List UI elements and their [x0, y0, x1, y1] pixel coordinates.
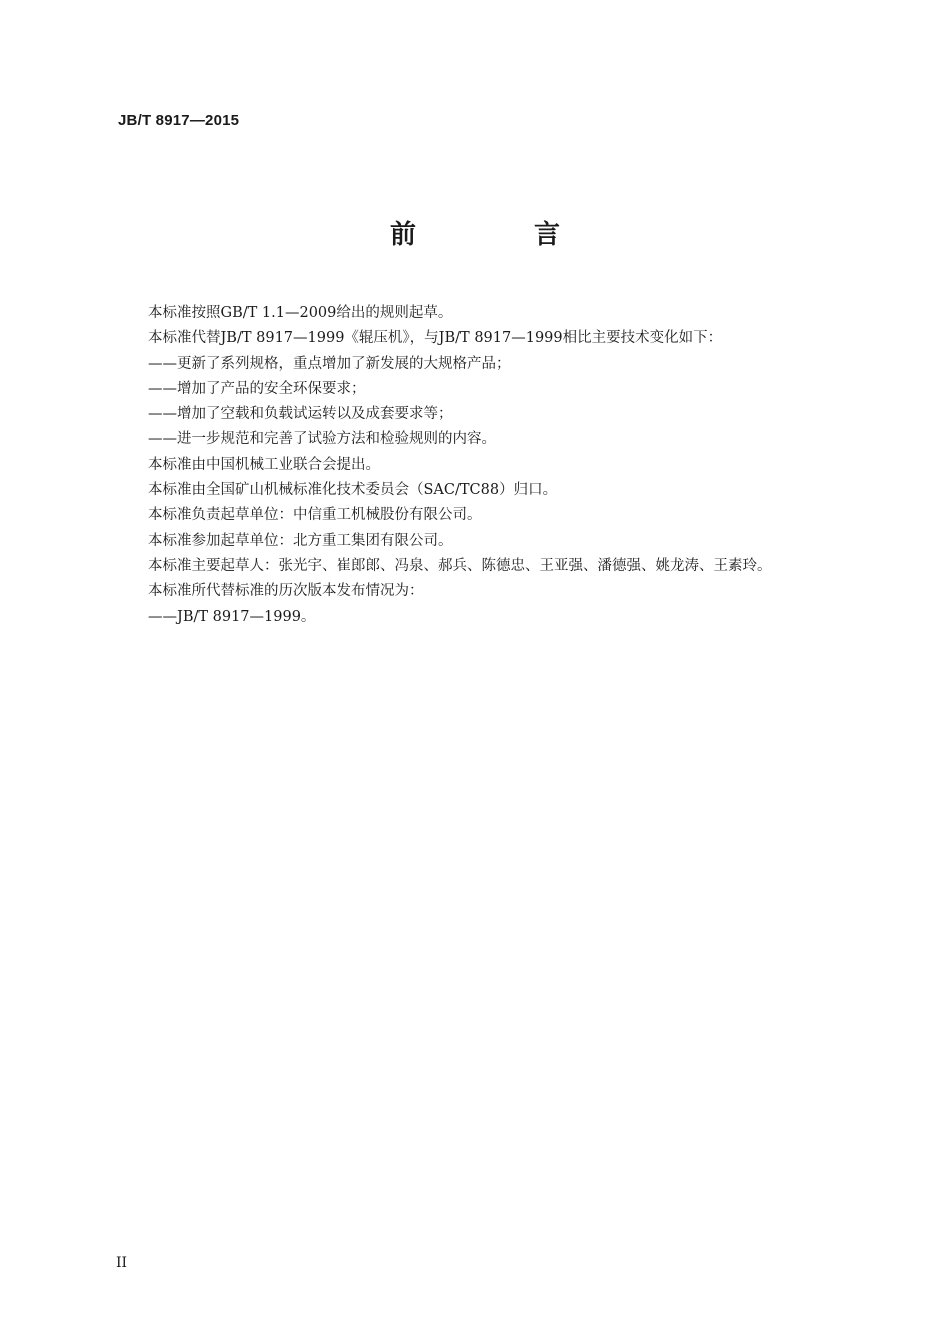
paragraph-replaces-standard: 本标准代替JB/T 8917—1999《辊压机》，与JB/T 8917—1999相比主要技术变化如下： — [148, 330, 723, 347]
foreword-body — [148, 301, 888, 630]
paragraph-under-jurisdiction: 本标准由全国矿山机械标准化技术委员会（SAC/TC88）归口。 — [148, 482, 558, 499]
previous-edition-item: ——JB/T 8917—1999。 — [148, 608, 316, 625]
paragraph-drafting-rules: 本标准按照GB/T 1.1—2009给出的规则起草。 — [148, 305, 453, 321]
change-item-trial-run: ——增加了空载和负载试运转以及成套要求等； — [148, 406, 453, 423]
paragraph-lead-drafter-unit: 本标准负责起草单位：中信重工机械股份有限公司。 — [148, 507, 482, 524]
paragraph-participating-unit: 本标准参加起草单位：北方重工集团有限公司。 — [148, 532, 453, 549]
page-number: II — [116, 1255, 128, 1271]
standard-code-header: JB/T 8917—2015 — [118, 112, 240, 129]
change-item-specifications: ——更新了系列规格，重点增加了新发展的大规格产品； — [148, 355, 511, 372]
paragraph-proposed-by: 本标准由中国机械工业联合会提出。 — [148, 456, 380, 473]
paragraph-main-drafters: 本标准主要起草人：张光宇、崔郎郎、冯泉、郝兵、陈德忠、王亚强、潘德强、姚龙涛、王素玲。 — [148, 557, 772, 574]
page-title: 前 言 — [389, 220, 606, 250]
paragraph-previous-editions: 本标准所代替标准的历次版本发布情况为： — [148, 583, 424, 600]
change-item-test-methods: ——进一步规范和完善了试验方法和检验规则的内容。 — [148, 431, 496, 448]
change-item-safety: ——增加了产品的安全环保要求； — [148, 380, 366, 397]
